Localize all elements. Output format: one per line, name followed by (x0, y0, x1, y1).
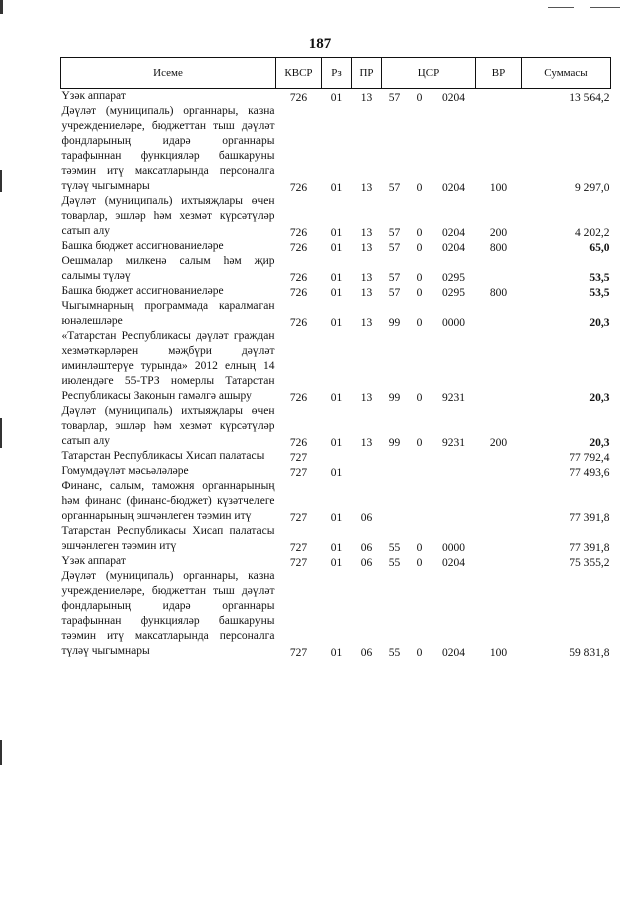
cell-vr: 100 (489, 647, 508, 659)
scan-corner-mark (0, 0, 3, 14)
cell-vr (476, 329, 522, 404)
cell-vr (476, 449, 522, 464)
cell-csr-direction: 0204 (442, 242, 465, 254)
cell-csr-subprogram: 0 (416, 317, 423, 329)
cell-sum: 65,0 (589, 242, 610, 254)
cell-csr-subprogram: 0 (416, 182, 423, 194)
cell-csr-direction (432, 479, 476, 524)
table-row (61, 329, 611, 404)
cell-csr-direction: 0000 (442, 317, 465, 329)
cell-name: Дәүләт (муниципаль) органнары, казна учреждениеләре, бюджеттан тыш дәүләт фондларының идарә органнары тарафыннан функцияләр башкаруны тәэмин итү максатларында персоналга түләү чыгымнары (61, 105, 275, 192)
cell-csr-subprogram: 0 (416, 242, 423, 254)
cell-pr: 06 (360, 512, 373, 524)
cell-rz: 01 (330, 512, 343, 524)
cell-csr-direction: 0204 (442, 557, 465, 569)
cell-kvsr: 726 (289, 182, 308, 194)
header-vr: ВР (476, 58, 522, 89)
cell-vr (476, 464, 522, 479)
cell-name: Дәүләт (муниципаль) органнары, казна учреждениеләре, бюджеттан тыш дәүләт фондларының идарә органнары тарафыннан функцияләр башкаруны тәэмин итү максатларында персоналга түләү чыгымнары (61, 570, 275, 657)
cell-name: Оешмалар милкенә салым һәм җир салымы түләү (61, 255, 275, 282)
cell-vr (476, 479, 522, 524)
cell-vr (476, 89, 522, 105)
cell-csr-program: 57 (388, 92, 401, 104)
table-row (61, 299, 611, 329)
cell-csr-direction: 0000 (442, 542, 465, 554)
header-csr: ЦСР (382, 58, 476, 89)
cell-sum: 53,5 (589, 287, 610, 299)
cell-name: Татарстан Республикасы Хисап палатасы (61, 450, 265, 462)
table-header-row (61, 58, 611, 89)
cell-vr: 800 (489, 242, 508, 254)
cell-csr-direction (432, 449, 476, 464)
cell-name: Үзәк аппарат (61, 555, 126, 567)
cell-name: Гомумдәүләт мәсьәләләре (61, 465, 189, 477)
cell-rz: 01 (330, 242, 343, 254)
cell-vr (476, 299, 522, 329)
cell-name: Татарстан Республикасы Хисап палатасы эшчәнлеген тәэмин итү (61, 525, 275, 552)
table-row (61, 194, 611, 239)
cell-rz: 01 (330, 392, 343, 404)
cell-vr (476, 524, 522, 554)
cell-csr-program: 99 (388, 392, 401, 404)
table-row (61, 89, 611, 105)
cell-rz: 01 (330, 227, 343, 239)
scan-top-rule (590, 7, 620, 8)
cell-csr-direction: 9231 (442, 392, 465, 404)
table-row (61, 404, 611, 449)
cell-sum: 77 493,6 (569, 467, 610, 479)
cell-pr: 13 (360, 242, 373, 254)
cell-csr-subprogram (408, 449, 432, 464)
cell-pr: 06 (360, 647, 373, 659)
cell-rz: 01 (330, 647, 343, 659)
table-row (61, 254, 611, 284)
cell-pr: 13 (360, 227, 373, 239)
cell-csr-direction: 0204 (442, 182, 465, 194)
table-row (61, 104, 611, 194)
cell-csr-direction: 9231 (442, 437, 465, 449)
cell-pr: 06 (360, 542, 373, 554)
cell-name: Башка бюджет ассигнованиеләре (61, 240, 224, 252)
cell-name: Башка бюджет ассигнованиеләре (61, 285, 224, 297)
cell-csr-program: 57 (388, 287, 401, 299)
cell-pr: 13 (360, 437, 373, 449)
scan-top-rule (548, 7, 574, 8)
cell-vr: 200 (489, 227, 508, 239)
cell-kvsr: 726 (289, 227, 308, 239)
cell-csr-program: 55 (388, 542, 401, 554)
cell-csr-program (382, 464, 408, 479)
cell-kvsr: 726 (289, 272, 308, 284)
cell-csr-subprogram: 0 (416, 392, 423, 404)
cell-rz: 01 (330, 317, 343, 329)
scan-edge-mark (0, 418, 2, 448)
cell-name: Чыгымнарның программада каралмаган юнәлешләре (61, 300, 275, 327)
cell-csr-subprogram: 0 (416, 557, 423, 569)
cell-vr: 100 (489, 182, 508, 194)
cell-csr-direction (432, 464, 476, 479)
cell-csr-program: 99 (388, 317, 401, 329)
cell-csr-program: 55 (388, 557, 401, 569)
cell-kvsr: 727 (289, 467, 308, 479)
cell-rz: 01 (330, 287, 343, 299)
cell-sum: 9 297,0 (575, 182, 610, 194)
cell-csr-program: 57 (388, 272, 401, 284)
table-row (61, 554, 611, 569)
cell-rz (322, 449, 352, 464)
cell-sum: 20,3 (589, 392, 610, 404)
table-row (61, 449, 611, 464)
cell-pr: 13 (360, 287, 373, 299)
page-number: 187 (308, 36, 332, 52)
table-row (61, 569, 611, 659)
cell-kvsr: 727 (289, 557, 308, 569)
cell-rz: 01 (330, 272, 343, 284)
cell-vr (476, 254, 522, 284)
cell-kvsr: 727 (289, 647, 308, 659)
cell-sum: 4 202,2 (575, 227, 610, 239)
header-kvsr: КВСР (276, 58, 322, 89)
cell-rz: 01 (330, 437, 343, 449)
cell-sum: 77 391,8 (569, 542, 610, 554)
table-row (61, 464, 611, 479)
cell-csr-subprogram (408, 479, 432, 524)
table-row (61, 479, 611, 524)
cell-rz: 01 (330, 542, 343, 554)
cell-rz: 01 (330, 557, 343, 569)
cell-csr-program (382, 479, 408, 524)
cell-csr-program: 57 (388, 182, 401, 194)
cell-vr: 800 (489, 287, 508, 299)
cell-sum: 20,3 (589, 317, 610, 329)
cell-rz: 01 (330, 182, 343, 194)
cell-csr-program: 57 (388, 242, 401, 254)
cell-name: Дәүләт (муниципаль) ихтыяҗлары өчен товарлар, эшләр һәм хезмәт күрсәтүләр сатып алу (61, 405, 275, 447)
cell-vr: 200 (489, 437, 508, 449)
cell-sum: 53,5 (589, 272, 610, 284)
cell-rz: 01 (330, 467, 343, 479)
table-row (61, 524, 611, 554)
cell-sum: 75 355,2 (569, 557, 610, 569)
table-row (61, 284, 611, 299)
cell-pr: 13 (360, 92, 373, 104)
cell-kvsr: 727 (289, 452, 308, 464)
cell-kvsr: 726 (289, 287, 308, 299)
cell-csr-direction: 0295 (442, 272, 465, 284)
cell-csr-direction: 0204 (442, 647, 465, 659)
cell-csr-program: 57 (388, 227, 401, 239)
scan-edge-mark (0, 170, 2, 192)
cell-name: Дәүләт (муниципаль) ихтыяҗлары өчен товарлар, эшләр һәм хезмәт күрсәтүләр сатып алу (61, 195, 275, 237)
cell-csr-program: 99 (388, 437, 401, 449)
cell-csr-program: 55 (388, 647, 401, 659)
cell-kvsr: 726 (289, 317, 308, 329)
header-rz: Рз (322, 58, 352, 89)
cell-csr-direction: 0204 (442, 92, 465, 104)
cell-csr-direction: 0204 (442, 227, 465, 239)
cell-pr: 13 (360, 392, 373, 404)
cell-csr-subprogram: 0 (416, 92, 423, 104)
cell-csr-subprogram: 0 (416, 272, 423, 284)
cell-sum: 77 792,4 (569, 452, 610, 464)
header-name: Исеме (61, 58, 276, 89)
cell-pr (352, 449, 382, 464)
cell-pr: 13 (360, 317, 373, 329)
cell-kvsr: 727 (289, 512, 308, 524)
cell-name: Финанс, салым, таможня органнарының һәм финанс (финанс-бюджет) күзәтчелеге органнарының эшчәнлеген тәэмин итү (61, 480, 275, 522)
cell-sum: 20,3 (589, 437, 610, 449)
cell-pr (352, 464, 382, 479)
cell-csr-subprogram: 0 (416, 542, 423, 554)
header-sum: Суммасы (522, 58, 611, 89)
cell-kvsr: 726 (289, 92, 308, 104)
cell-name: Үзәк аппарат (61, 90, 126, 102)
cell-csr-subprogram: 0 (416, 287, 423, 299)
cell-csr-subprogram (408, 464, 432, 479)
table-body (61, 89, 611, 660)
cell-name: «Татарстан Республикасы дәүләт граждан хезмәткәрләрен мәҗбүри дәүләт иминләштерүе турында» 2012 елның 14 июлендәге 55-ТРЗ номерлы Татарстан Республикасы Законын гамәлгә ашыру (61, 330, 275, 402)
cell-sum: 59 831,8 (569, 647, 610, 659)
header-pr: ПР (352, 58, 382, 89)
cell-kvsr: 726 (289, 437, 308, 449)
cell-csr-subprogram: 0 (416, 227, 423, 239)
cell-vr (476, 554, 522, 569)
cell-sum: 77 391,8 (569, 512, 610, 524)
cell-sum: 13 564,2 (569, 92, 610, 104)
cell-csr-subprogram: 0 (416, 437, 423, 449)
cell-kvsr: 726 (289, 392, 308, 404)
cell-kvsr: 727 (289, 542, 308, 554)
cell-pr: 06 (360, 557, 373, 569)
cell-csr-program (382, 449, 408, 464)
table-row (61, 239, 611, 254)
cell-kvsr: 726 (289, 242, 308, 254)
cell-csr-direction: 0295 (442, 287, 465, 299)
scan-edge-mark (0, 740, 2, 765)
budget-table (60, 57, 611, 659)
cell-csr-subprogram: 0 (416, 647, 423, 659)
cell-rz: 01 (330, 92, 343, 104)
cell-pr: 13 (360, 272, 373, 284)
cell-pr: 13 (360, 182, 373, 194)
